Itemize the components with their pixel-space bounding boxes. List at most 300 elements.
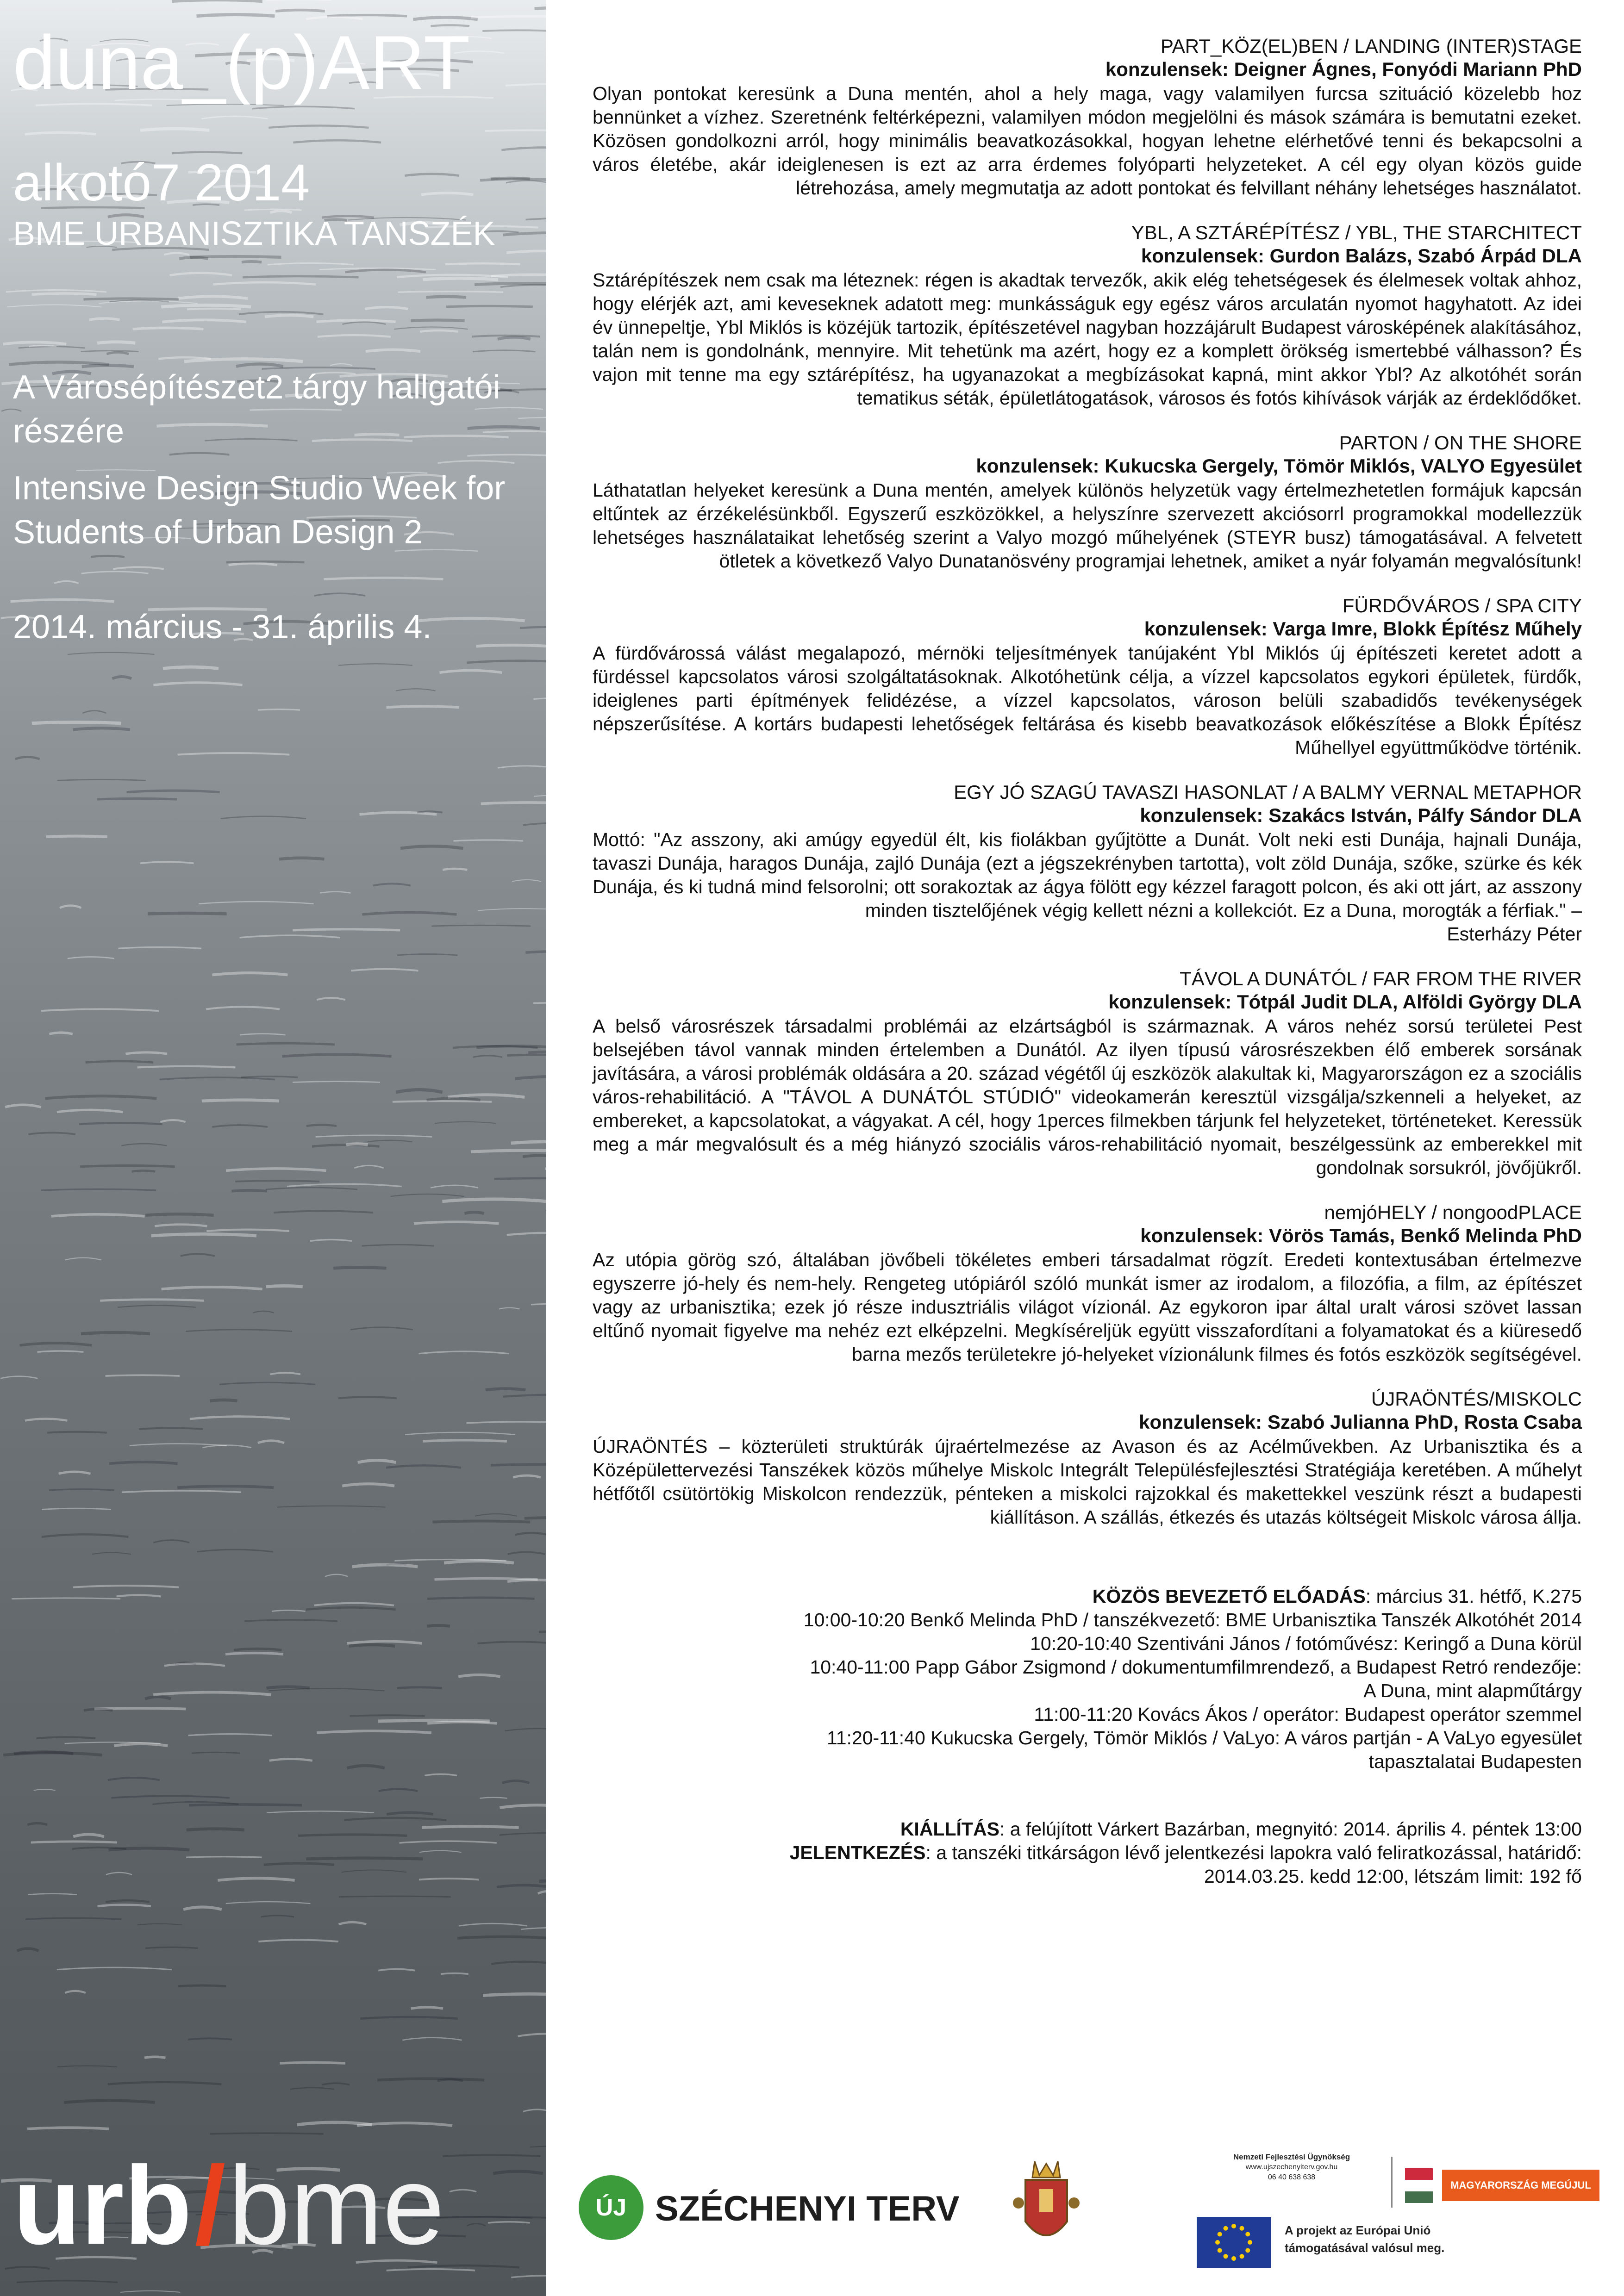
water-ripple: [59, 1472, 91, 1474]
water-ripple: [418, 1351, 509, 1354]
water-ripple: [425, 1774, 457, 1775]
water-ripple: [471, 1151, 546, 1152]
water-ripple: [68, 653, 154, 654]
water-ripple: [386, 706, 459, 707]
water-ripple: [239, 312, 324, 314]
water-ripple: [503, 233, 546, 235]
water-ripple: [419, 1851, 462, 1853]
water-ripple: [419, 1879, 479, 1880]
lecture-line: A Duna, mint alapműtárgy: [1363, 1680, 1582, 1701]
water-ripple: [431, 1185, 478, 1188]
water-ripple: [97, 798, 177, 799]
water-ripple: [121, 1144, 167, 1145]
water-ripple: [140, 129, 209, 131]
water-ripple: [322, 2083, 350, 2084]
water-ripple: [506, 251, 546, 253]
water-ripple: [362, 1244, 434, 1246]
water-ripple: [112, 677, 131, 678]
water-ripple: [106, 1375, 180, 1376]
water-ripple: [482, 30, 546, 31]
water-ripple: [293, 929, 400, 930]
water-ripple: [25, 132, 96, 134]
water-ripple: [5, 1105, 41, 1107]
project-consultants: konzulensek: Gurdon Balázs, Szabó Árpád DLA: [1141, 245, 1582, 267]
water-ripple: [28, 1894, 77, 1895]
water-ripple: [500, 1833, 546, 1835]
water-ripple: [362, 912, 456, 914]
water-ripple: [258, 709, 300, 710]
water-ripple: [229, 563, 277, 565]
project-title: FÜRDŐVÁROS / SPA CITY: [1342, 595, 1582, 616]
project-consultants: konzulensek: Szabó Julianna PhD, Rosta Csaba: [1139, 1411, 1582, 1433]
water-ripple: [277, 1506, 386, 1507]
water-ripple: [491, 1464, 546, 1465]
water-ripple: [73, 1834, 104, 1836]
water-ripple: [177, 753, 289, 755]
water-ripple: [84, 1709, 112, 1711]
water-ripple: [170, 273, 232, 275]
water-ripple: [465, 1212, 484, 1213]
water-ripple: [45, 1096, 157, 1098]
water-ripple: [293, 140, 381, 143]
water-ripple: [402, 2038, 462, 2040]
water-ripple: [199, 902, 313, 904]
project-block: [593, 967, 1582, 1180]
water-ripple: [17, 2281, 118, 2283]
water-ripple: [349, 1645, 395, 1646]
eu-star: [1240, 2226, 1244, 2231]
water-ripple: [206, 1007, 280, 1009]
water-ripple: [81, 351, 138, 352]
project-block: [593, 221, 1582, 410]
water-ripple: [508, 1552, 545, 1555]
magyarorszag-megujul-banner: MAGYARORSZÁG MEGÚJUL: [1442, 2170, 1599, 2201]
water-ripple: [530, 2146, 546, 2147]
water-ripple: [161, 305, 251, 307]
water-ripple: [206, 1230, 289, 1231]
water-ripple: [318, 335, 391, 337]
water-ripple: [306, 1125, 337, 1126]
project-description: Láthatatlan helyeket keresünk a Duna mentén, amelyek különös helyzetük vagy értelmezhetetlen formájuk kapcsán eltűntek az érzékelésünkből. Egyszerű eszközökkel, a helyszínre szervezett akciósorrl programokkal modellezzük lehetséges használataikat lehetőség szerint a Valyo mozgó műhelyének (STEYR busz) támogatásával. A felvetett ötletek a következő Valyo Dunatanösvény programjai lehetnek, amiket a nyár folyamán megvalósítunk!: [593, 479, 1582, 572]
lecture-heading-line: [593, 1585, 1582, 1608]
water-ripple: [476, 645, 546, 646]
water-ripple: [235, 1181, 319, 1182]
water-ripple: [357, 2123, 452, 2125]
water-ripple: [133, 328, 204, 329]
water-ripple: [187, 309, 241, 310]
eu-star: [1245, 2248, 1250, 2253]
water-ripple: [117, 1595, 161, 1597]
water-ripple: [423, 278, 498, 280]
water-ripple: [298, 1835, 407, 1836]
water-ripple: [426, 297, 466, 298]
water-ripple: [505, 1729, 546, 1731]
water-ripple: [108, 2082, 221, 2084]
water-ripple: [454, 840, 523, 841]
water-ripple: [7, 305, 101, 307]
water-ripple: [140, 862, 194, 863]
water-ripple: [507, 1055, 546, 1056]
water-ripple: [419, 618, 525, 621]
water-ripple: [531, 1303, 546, 1305]
water-ripple: [525, 1517, 546, 1518]
water-ripple: [391, 1194, 464, 1196]
water-ripple: [187, 1829, 244, 1830]
water-ripple: [106, 1900, 149, 1902]
water-ripple: [539, 1880, 546, 1881]
water-ripple: [467, 454, 546, 456]
water-ripple: [501, 148, 546, 150]
water-ripple: [240, 935, 340, 938]
water-ripple: [483, 1994, 546, 1995]
water-ripple: [160, 1077, 275, 1080]
water-ripple: [226, 561, 305, 562]
water-ripple: [186, 1857, 262, 1858]
water-ripple: [28, 1132, 75, 1134]
water-ripple: [511, 1142, 546, 1143]
water-ripple: [438, 461, 515, 463]
water-ripple: [475, 1514, 517, 1516]
water-ripple: [231, 1190, 267, 1191]
water-ripple: [275, 10, 325, 12]
water-ripple: [269, 1759, 312, 1761]
water-ripple: [521, 1928, 546, 1929]
water-ripple: [421, 193, 474, 195]
hungarian-flag-icon: [1405, 2168, 1433, 2203]
lecture-line: 10:00-10:20 Benkő Melinda PhD / tanszékvezető: BME Urbanisztika Tanszék Alkotóhét 2014: [803, 1609, 1582, 1630]
water-ripple: [360, 2017, 458, 2019]
water-ripple: [287, 1184, 402, 1186]
logo-bme-text: bme: [228, 2143, 445, 2267]
water-ripple: [448, 1095, 525, 1097]
eu-star: [1218, 2232, 1222, 2237]
water-ripple: [459, 1923, 527, 1926]
water-ripple: [317, 320, 396, 322]
water-ripple: [49, 1033, 72, 1034]
water-ripple: [422, 1826, 518, 1828]
water-ripple: [491, 1962, 546, 1964]
water-ripple: [498, 766, 546, 768]
water-ripple: [183, 1907, 222, 1910]
water-ripple: [435, 1579, 538, 1580]
water-ripple: [279, 858, 325, 859]
water-ripple: [432, 1521, 530, 1522]
water-ripple: [0, 1376, 37, 1379]
water-ripple: [397, 954, 458, 955]
water-ripple: [282, 1054, 392, 1056]
water-ripple: [500, 285, 546, 287]
water-ripple: [333, 1268, 386, 1269]
water-ripple: [190, 256, 281, 257]
water-ripple: [82, 710, 106, 713]
water-ripple: [423, 1440, 507, 1441]
water-ripple: [137, 1066, 236, 1068]
water-ripple: [378, 1969, 415, 1971]
water-ripple: [42, 1508, 111, 1509]
water-ripple: [25, 1918, 121, 1919]
water-ripple: [213, 282, 316, 284]
department-name: BME URBANISZTIKA TANSZÉK: [13, 215, 495, 252]
water-ripple: [106, 1873, 132, 1875]
water-ripple: [261, 1916, 294, 1917]
water-ripple: [437, 2079, 463, 2081]
project-block: [593, 594, 1582, 759]
registration-line: [593, 1841, 1582, 1865]
eu-star: [1248, 2240, 1252, 2245]
water-ripple: [46, 836, 107, 837]
project-title: PARTON / ON THE SHORE: [1339, 432, 1582, 454]
szechenyi-badge-text: ÚJ: [595, 2194, 627, 2221]
water-ripple: [9, 362, 109, 364]
water-ripple: [523, 823, 546, 825]
water-ripple: [513, 1475, 541, 1477]
water-ripple: [73, 728, 130, 729]
water-ripple: [197, 1549, 273, 1552]
water-ripple: [269, 1688, 385, 1691]
water-ripple: [144, 2057, 165, 2058]
water-ripple: [360, 812, 437, 815]
lecture-line: 10:20-10:40 Szentiváni János / fotóművész: Keringő a Duna körül: [1030, 1633, 1582, 1654]
water-ripple: [534, 795, 546, 796]
water-ripple: [310, 1239, 352, 1241]
water-ripple: [49, 1489, 114, 1490]
water-ripple: [491, 178, 530, 179]
water-ripple: [57, 1110, 123, 1112]
water-ripple: [499, 1308, 519, 1309]
registration-text: : a tanszéki titkárságon lévő jelentkezési lapokra való feliratkozással, határidő:: [925, 1842, 1582, 1863]
lecture-line: 11:00-11:20 Kovács Ákos / operátor: Budapest operátor szemmel: [1034, 1704, 1582, 1725]
project-description: Olyan pontokat keresünk a Duna mentén, ahol a hely maga, vagy valamilyen furcsa szituáció közelebb hoz bennünket a vízhez. Szeretnénk feltérképezni, valamilyen módon megjelölni és mások számára is bemutatni ezeket. Közösen gondolkozni arról, hogy minimális beavatkozásokkal, hogyan lehetne elérhetővé tenni és bekapcsolni a város életébe, akár ideiglenesen is ezt az arra érdemes folyóparti helyzeteket. A cél egy olyan közös guide létrehozása, amely megmutatja az adott pontokat és felvillant néhány lehetséges használatot.: [593, 83, 1582, 199]
water-ripple: [316, 1135, 432, 1137]
registration-heading: JELENTKEZÉS: [789, 1842, 926, 1863]
water-ripple: [293, 1082, 380, 1083]
water-ripple: [400, 1841, 497, 1843]
water-ripple: [202, 1100, 279, 1101]
water-ripple: [114, 1744, 168, 1746]
lecture-heading-detail: : március 31. hétfő, K.275: [1365, 1586, 1582, 1607]
water-ripple: [189, 1804, 302, 1805]
water-ripple: [518, 2034, 546, 2036]
water-ripple: [414, 1222, 499, 1224]
water-ripple: [535, 7, 546, 8]
eu-star: [1245, 2232, 1250, 2237]
eu-star: [1218, 2248, 1222, 2253]
water-ripple: [445, 263, 520, 264]
project-consultants: konzulensek: Varga Imre, Blokk Építész Műhely: [1144, 618, 1582, 640]
water-ripple: [538, 1891, 546, 1893]
water-ripple: [27, 1823, 47, 1824]
water-ripple: [264, 1863, 334, 1865]
water-ripple: [57, 779, 146, 780]
water-ripple: [226, 1169, 326, 1171]
water-ripple: [155, 1225, 207, 1226]
water-ripple: [17, 1948, 39, 1951]
water-ripple: [162, 1287, 262, 1289]
project-consultants: konzulensek: Kukucska Gergely, Tömör Miklós, VALYO Egyesület: [976, 455, 1582, 477]
water-ripple: [266, 1687, 309, 1688]
water-ripple: [523, 1156, 546, 1157]
water-ripple: [457, 1937, 546, 1938]
water-ripple: [226, 1902, 311, 1904]
water-ripple: [65, 1258, 101, 1260]
water-ripple: [244, 1620, 337, 1621]
water-ripple: [342, 1484, 394, 1486]
water-ripple: [162, 320, 246, 322]
water-ripple: [397, 1687, 442, 1688]
water-ripple: [435, 1122, 496, 1123]
water-ripple: [92, 1553, 131, 1555]
water-ripple: [178, 296, 248, 299]
exhibition-line: [593, 1817, 1582, 1841]
water-ripple: [339, 1896, 451, 1897]
lecture-schedule: [593, 1585, 1582, 1773]
water-ripple: [240, 1034, 285, 1035]
water-ripple: [65, 1742, 161, 1743]
water-ripple: [202, 1445, 251, 1448]
water-ripple: [269, 125, 369, 127]
water-ripple: [515, 1533, 546, 1535]
water-ripple: [523, 2109, 546, 2111]
water-ripple: [122, 1491, 241, 1492]
exhibition-text: : a felújított Várkert Bazárban, megnyitó: 2014. április 4. péntek 13:00: [999, 1818, 1582, 1840]
water-ripple: [130, 1444, 227, 1445]
water-ripple: [145, 1214, 213, 1215]
water-ripple: [65, 1991, 86, 1993]
water-ripple: [368, 1140, 412, 1142]
project-description: Az utópia görög szó, általában jövőbeli tökéletes emberi társadalmat rögzít. Eredeti kontextusában értelmezve egyszerre jó-hely és nem-hely. Rengeteg utópiáról szóló munkát ismer az irodalom, a filozófia, a film, az építészet vagy az urbanisztika; ezek jó része indusztriális világot vízionál. Az egykoron ipar által uralt városi szövet lassan eltűnő nyomait figyelve ma nehéz ezt elképzelni. Megkíséreljük együtt visszafordítani a folyamatokat és a kiüresedő barna mezős területekre jó-helyeket vízionálunk filmes és fotós eszközök segítségével.: [593, 1249, 1582, 1365]
water-ripple: [411, 2007, 443, 2009]
water-ripple: [137, 1924, 182, 1925]
eu-star: [1240, 2254, 1244, 2259]
project-block: [593, 431, 1582, 573]
water-ripple: [15, 757, 39, 759]
water-ripple: [272, 1610, 306, 1611]
water-ripple: [41, 1189, 156, 1190]
water-ripple: [220, 816, 306, 819]
water-ripple: [172, 0, 262, 1]
water-ripple: [151, 1234, 256, 1236]
water-ripple: [358, 1460, 396, 1462]
water-ripple: [89, 318, 120, 320]
water-ripple: [366, 350, 420, 352]
water-ripple: [481, 803, 546, 804]
event-dates: 2014. március - 31. április 4.: [13, 609, 432, 646]
water-ripple: [405, 174, 459, 176]
water-ripple: [473, 350, 535, 352]
water-ripple: [6, 290, 106, 292]
exhibition-registration: [593, 1817, 1582, 1888]
nfu-agency-name: Nemzeti Fejlesztési Ügynökség: [1233, 2153, 1350, 2161]
water-ripple: [345, 270, 426, 272]
water-ripple: [280, 2062, 345, 2063]
water-ripple: [118, 1306, 196, 1307]
water-ripple: [478, 908, 546, 910]
project-description: A belső városrészek társadalmi problémái az elzártságból is származnak. A város nehéz sorsú területei Pest belsejében távol vannak minden értelemben a Dunától. Az ilyen típusú városrészekben élő emberek sorsának javítására, a városi problémák oldására a 20. század végétől új eszközök alakultak ki, Magyarországon ez a szociális város-rehabilitáció. A "TÁVOL A DUNÁTÓL STÚDIÓ" videokamerán keresztül vizsgálja/szkenneli a helyeket, az embereket, a kapcsolatokat, a vágyakat. A cél, hogy 1perces filmekben tárjunk fel helyzeteket, történeteket. Keressük meg a már megvalósult és a még hiányzó szociális város-rehabilitáció nyomait, beszélgessünk az emberekkel mit gondolnak sorsukról, jövőjükről.: [593, 1015, 1582, 1178]
water-ripple: [471, 16, 546, 17]
water-ripple: [190, 1417, 290, 1419]
water-ripple: [386, 1465, 461, 1468]
water-ripple: [396, 1090, 443, 1092]
water-ripple: [132, 1170, 156, 1171]
water-ripple: [210, 2133, 323, 2134]
lecture-line: 10:40-11:00 Papp Gábor Zsigmond / dokumentumfilmrendező, a Budapest Retró rendezője:: [810, 1656, 1582, 1678]
water-ripple: [120, 2291, 181, 2292]
project-consultants: konzulensek: Tótpál Judit DLA, Alföldi György DLA: [1108, 991, 1582, 1013]
water-ripple: [266, 1188, 357, 1189]
water-ripple: [440, 670, 502, 672]
water-ripple: [314, 593, 365, 596]
water-ripple: [100, 1300, 204, 1301]
water-ripple: [545, 1167, 546, 1169]
water-ripple: [97, 1905, 151, 1906]
project-block: [593, 35, 1582, 200]
water-ripple: [258, 1441, 284, 1443]
water-ripple: [27, 2128, 109, 2129]
water-ripple: [427, 1598, 535, 1599]
water-ripple: [188, 2038, 232, 2039]
water-ripple: [270, 1373, 300, 1374]
water-ripple: [500, 1805, 546, 1807]
water-ripple: [253, 1311, 274, 1313]
poster-title: duna_(p)ART: [13, 20, 470, 105]
water-ripple: [118, 947, 201, 949]
water-ripple: [163, 667, 219, 668]
water-ripple: [268, 263, 354, 265]
water-ripple: [11, 600, 114, 602]
logo-urb-text: urb: [13, 2143, 192, 2267]
water-ripple: [442, 1199, 546, 1201]
water-ripple: [473, 1056, 503, 1057]
project-title: YBL, A SZTÁRÉPÍTÉSZ / YBL, THE STARCHITECT: [1131, 222, 1582, 243]
water-ripple: [25, 1419, 68, 1421]
water-ripple: [431, 925, 531, 926]
water-ripple: [352, 1565, 418, 1567]
water-ripple: [73, 1586, 179, 1587]
water-ripple: [339, 1922, 367, 1924]
water-ripple: [57, 1967, 172, 1970]
water-ripple: [111, 1796, 229, 1798]
project-description: Sztárépítészek nem csak ma léteznek: régen is akadtak tervezők, akik elég tehetségesek és élelmesek voltak ahhoz, hogy elérjék azt, ami keveseknek adatott meg: munkásságuk egy egész város arculatán nyomot hagyhatott. Az idei év ünnepeltje, Ybl Miklós is közéjük tartozik, építészetével nagyban hozzájárult Budapest városképének alakításához, talán nem is gondolnánk, mennyire. Mit tehetünk ma azért, hogy ez a komplett örökség ismertebbé válhasson? És vajon mit tenne ma egy sztárépítész, ha ugyanazokat a megbízásokat kapná, mint akkor Ybl? Az alkotóhét során tematikus séták, épületlátogatások, városos és fotós kihívások várják az érdeklődőket.: [593, 269, 1582, 409]
water-ripple: [186, 1330, 292, 1332]
water-ripple: [306, 1607, 396, 1610]
water-ripple: [400, 846, 463, 848]
water-ripple: [394, 327, 468, 330]
water-ripple: [265, 315, 313, 317]
water-ripple: [411, 320, 465, 321]
water-ripple: [306, 1858, 423, 1859]
water-ripple: [443, 869, 467, 870]
water-ripple: [3, 1753, 102, 1755]
water-ripple: [106, 352, 129, 354]
eu-star: [1224, 2254, 1228, 2259]
water-ripple: [153, 1692, 271, 1695]
water-ripple: [350, 1327, 412, 1330]
water-ripple: [109, 1462, 177, 1463]
water-ripple: [57, 2066, 117, 2067]
water-ripple: [354, 1165, 383, 1168]
water-ripple: [405, 1432, 515, 1435]
coat-of-arms-icon: [1012, 2152, 1081, 2259]
water-ripple: [91, 556, 125, 557]
water-ripple: [242, 261, 262, 262]
water-ripple: [417, 811, 442, 812]
water-ripple: [528, 1051, 546, 1052]
eu-star: [1215, 2240, 1220, 2245]
water-ripple: [201, 116, 268, 118]
water-ripple: [266, 1286, 303, 1287]
water-ripple: [526, 218, 546, 220]
water-ripple: [506, 84, 546, 86]
